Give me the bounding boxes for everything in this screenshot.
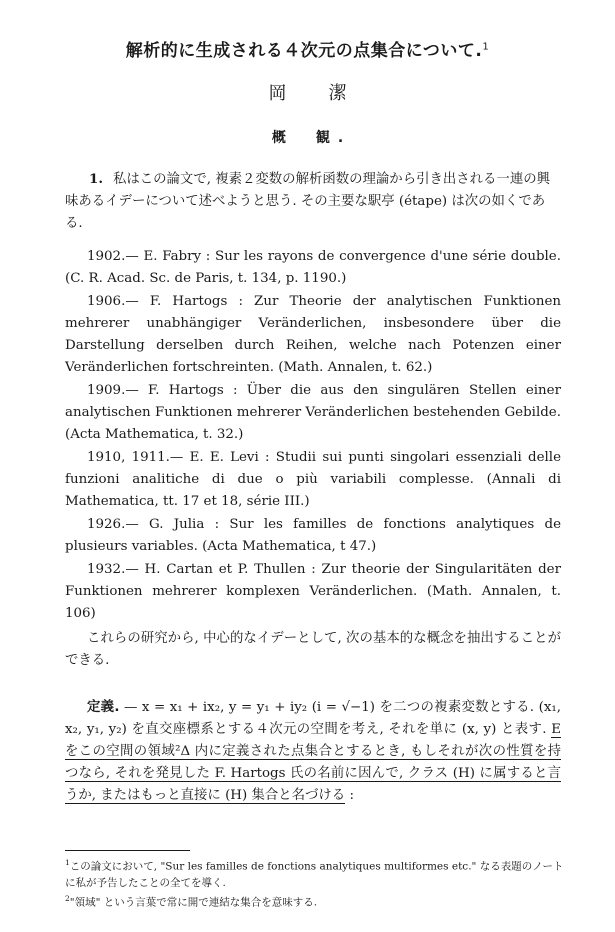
paper-title	[0, 36, 615, 61]
reference-year: 1909.—	[87, 383, 139, 398]
reference-item	[65, 514, 561, 558]
definition-part1: — x = x₁ + ix₂, y = y₁ + iy₂ (i = √−1) を二つの複素変数とする. (x₁, x₂, y₁, y₂) を直交座標系とする４次元の空間を考え, それを単に (x, y) と表す.	[65, 700, 561, 737]
reference-text: F. Hartogs : Über die aus den singulären Stellen einer analytischen Funktionen mehrerer Veränderlichen bestehenden Gebilde. (Acta Mathematica, t. 32.)	[65, 383, 562, 442]
reference-text: G. Julia : Sur les familles de fonctions analytiques de plusieurs variables. (Acta Mathematica, t 47.)	[65, 517, 561, 554]
reference-year: 1910, 1911.—	[87, 450, 184, 465]
reference-text: H. Cartan et P. Thullen : Zur theorie der Singularitäten der Funktionen mehrerer komplexen Veränderlichen. (Math. Annalen, t. 106)	[65, 562, 561, 621]
conclusion-paragraph	[65, 628, 561, 672]
conclusion-text: これらの研究から, 中心的なイデーとして, 次の基本的な概念を抽出することができる.	[65, 631, 561, 668]
intro-paragraph	[65, 168, 561, 235]
footnote-1	[65, 855, 565, 891]
reference-text: E. Fabry : Sur les rayons de convergence d'une série double. (C. R. Acad. Sc. de Paris, t. 134, p. 1190.)	[65, 249, 561, 286]
definition-underlined: E をこの空間の領域²Δ 内に定義された点集合とするとき, もしそれが次の性質を持つなら, それを発見した F. Hartogs 氏の名前に因んで, クラス (H) に属すると言うか, またはもっと直接に (H) 集合と名づける	[65, 722, 561, 803]
reference-year: 1902.—	[87, 249, 139, 264]
author-name: 岡 潔	[268, 83, 359, 104]
reference-year: 1906.—	[87, 294, 139, 309]
intro-text: 私はこの論文で, 複素２変数の解析函数の理論から引き出される一連の興味あるイデーについて述べようと思う. その主要な駅亭 (étape) は次の如くである.	[65, 172, 550, 231]
reference-year: 1926.—	[87, 517, 139, 532]
reference-year: 1932.—	[87, 562, 139, 577]
reference-item	[65, 291, 561, 379]
reference-item	[65, 246, 561, 290]
footnote-mark: 2	[65, 894, 70, 903]
paragraph-number: 1.	[89, 171, 103, 187]
footnote-divider	[65, 850, 190, 851]
reference-item	[65, 559, 561, 625]
definition-part2: :	[345, 788, 354, 803]
reference-item	[65, 380, 561, 446]
paper-title-text: 解析的に生成される４次元の点集合について.	[125, 41, 483, 61]
reference-text: E. E. Levi : Studii sui punti singolari essenziali delle funzioni analitiche di due o più variabili complesse. (Annali di Mathematica, tt. 17 et 18, série III.)	[65, 450, 561, 509]
footnote-mark: 1	[65, 858, 70, 867]
section-heading: 概 観.	[271, 130, 352, 146]
footnote-text: この論文において, "Sur les familles de fonctions analytiques multiformes etc." なる表題のノートに私が予告したことの全てを導く.	[65, 860, 564, 889]
title-footnote-mark: 1	[482, 41, 490, 53]
footnote-2	[65, 891, 565, 911]
reference-item	[65, 447, 561, 513]
definition-lead: 定義.	[87, 700, 120, 715]
definition-paragraph	[65, 697, 561, 807]
reference-list	[65, 246, 561, 626]
definition-text	[65, 697, 561, 807]
footnote-text: "領域" という言葉で常に開で連結な集合を意味する.	[69, 896, 318, 909]
reference-text: F. Hartogs : Zur Theorie der analytischen Funktionen mehrerer unabhängiger Veränderlichen, insbesondere über die Darstellung derselben durch Reihen, welche nach Potenzen einer Veränderlichen fortschreinten. (Math. Annalen, t. 62.)	[65, 294, 562, 375]
